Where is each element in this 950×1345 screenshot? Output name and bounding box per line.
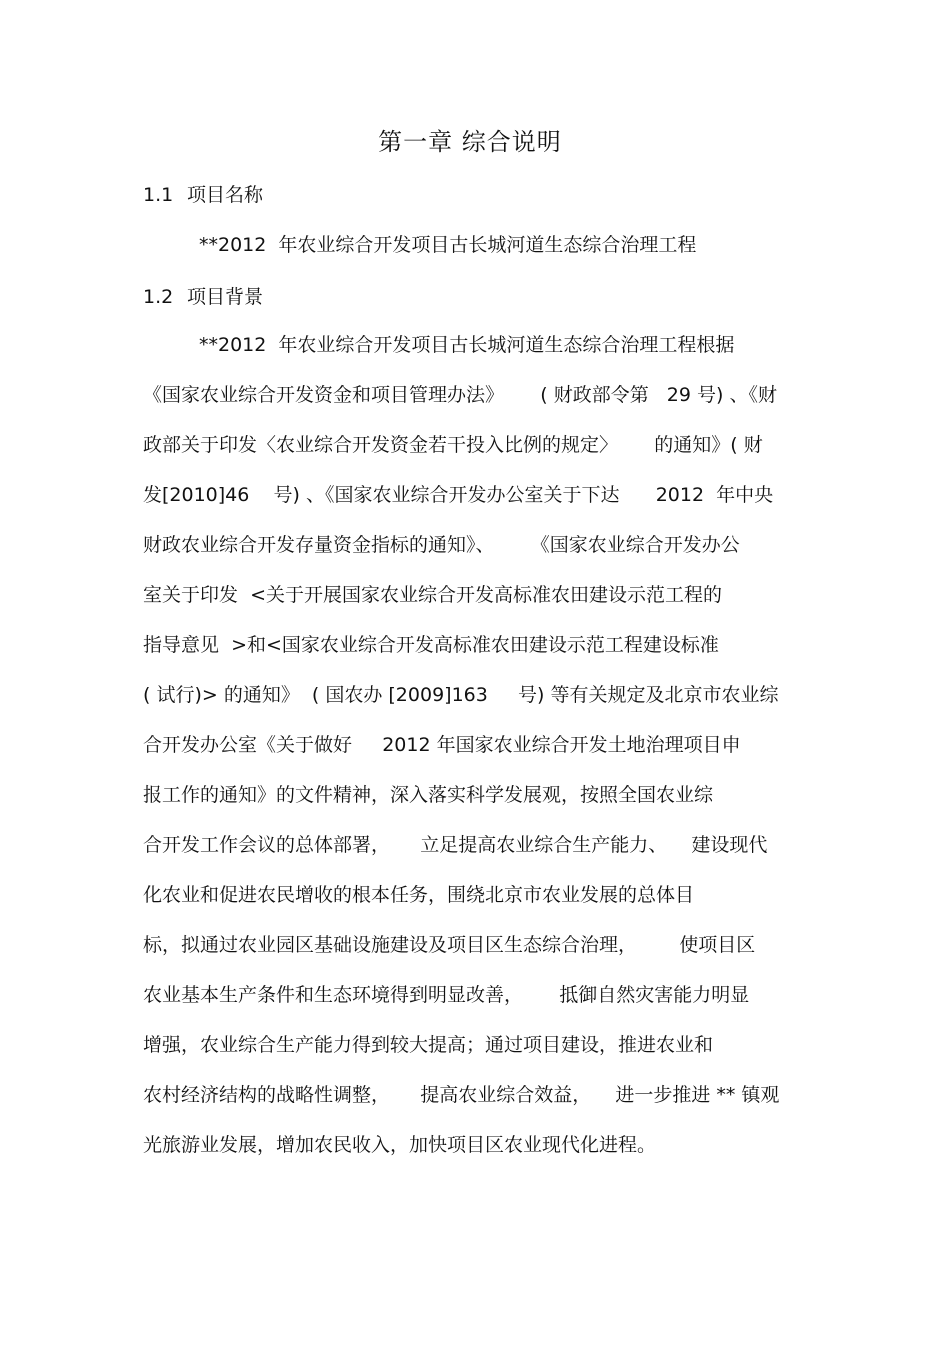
chapter-title: 第一章 综合说明 — [378, 128, 562, 156]
paragraph-line: 农村经济结构的战略性调整， 提高农业综合效益， 进一步推进 ** 镇观 — [143, 1084, 780, 1106]
paragraph-line: 化农业和促进农民增收的根本任务，围绕北京市农业发展的总体目 — [143, 884, 695, 906]
section-title: 项目背景 — [187, 286, 264, 308]
project-name-text: **2012 年农业综合开发项目古长城河道生态综合治理工程 — [199, 234, 697, 256]
paragraph-line: 合开发办公室《关于做好 2012 年国家农业综合开发土地治理项目申 — [143, 734, 741, 756]
paragraph-line: 政部关于印发〈农业综合开发资金若干投入比例的规定〉 的通知》( 财 — [143, 434, 763, 456]
paragraph-line: 光旅游业发展，增加农民收入，加快项目区农业现代化进程。 — [143, 1134, 657, 1156]
section-heading-1-2 — [143, 282, 263, 309]
section-heading-1-1 — [143, 180, 263, 207]
section-number: 1.2 — [143, 286, 174, 308]
paragraph-line: 标，拟通过农业园区基础设施建设及项目区生态综合治理， 使项目区 — [143, 934, 756, 956]
paragraph-line: 指导意见 >和<国家农业综合开发高标准农田建设示范工程建设标准 — [143, 634, 719, 656]
paragraph-line: 合开发工作会议的总体部署， 立足提高农业综合生产能力、 建设现代 — [143, 834, 768, 856]
paragraph-line: 室关于印发 <关于开展国家农业综合开发高标准农田建设示范工程的 — [143, 584, 723, 606]
paragraph-line: 农业基本生产条件和生态环境得到明显改善， 抵御自然灾害能力明显 — [143, 984, 750, 1006]
paragraph-line: 报工作的通知》的文件精神，深入落实科学发展观，按照全国农业综 — [143, 784, 714, 806]
paragraph-line: 增强，农业综合生产能力得到较大提高；通过项目建设，推进农业和 — [143, 1034, 714, 1056]
section-number: 1.1 — [143, 184, 174, 206]
paragraph-line: 发[2010]46 号) 、《国家农业综合开发办公室关于下达 2012 年中央 — [143, 484, 774, 506]
paragraph-line: ( 试行)> 的通知》 ( 国农办 [2009]163 号) 等有关规定及北京市农业综 — [143, 684, 779, 706]
paragraph-line: **2012 年农业综合开发项目古长城河道生态综合治理工程根据 — [199, 334, 735, 356]
paragraph-line: 财政农业综合开发存量资金指标的通知》、 《国家农业综合开发办公 — [143, 534, 740, 556]
section-title: 项目名称 — [187, 184, 264, 206]
paragraph-line: 《国家农业综合开发资金和项目管理办法》 ( 财政部令第 29 号) 、《财 — [143, 384, 777, 406]
